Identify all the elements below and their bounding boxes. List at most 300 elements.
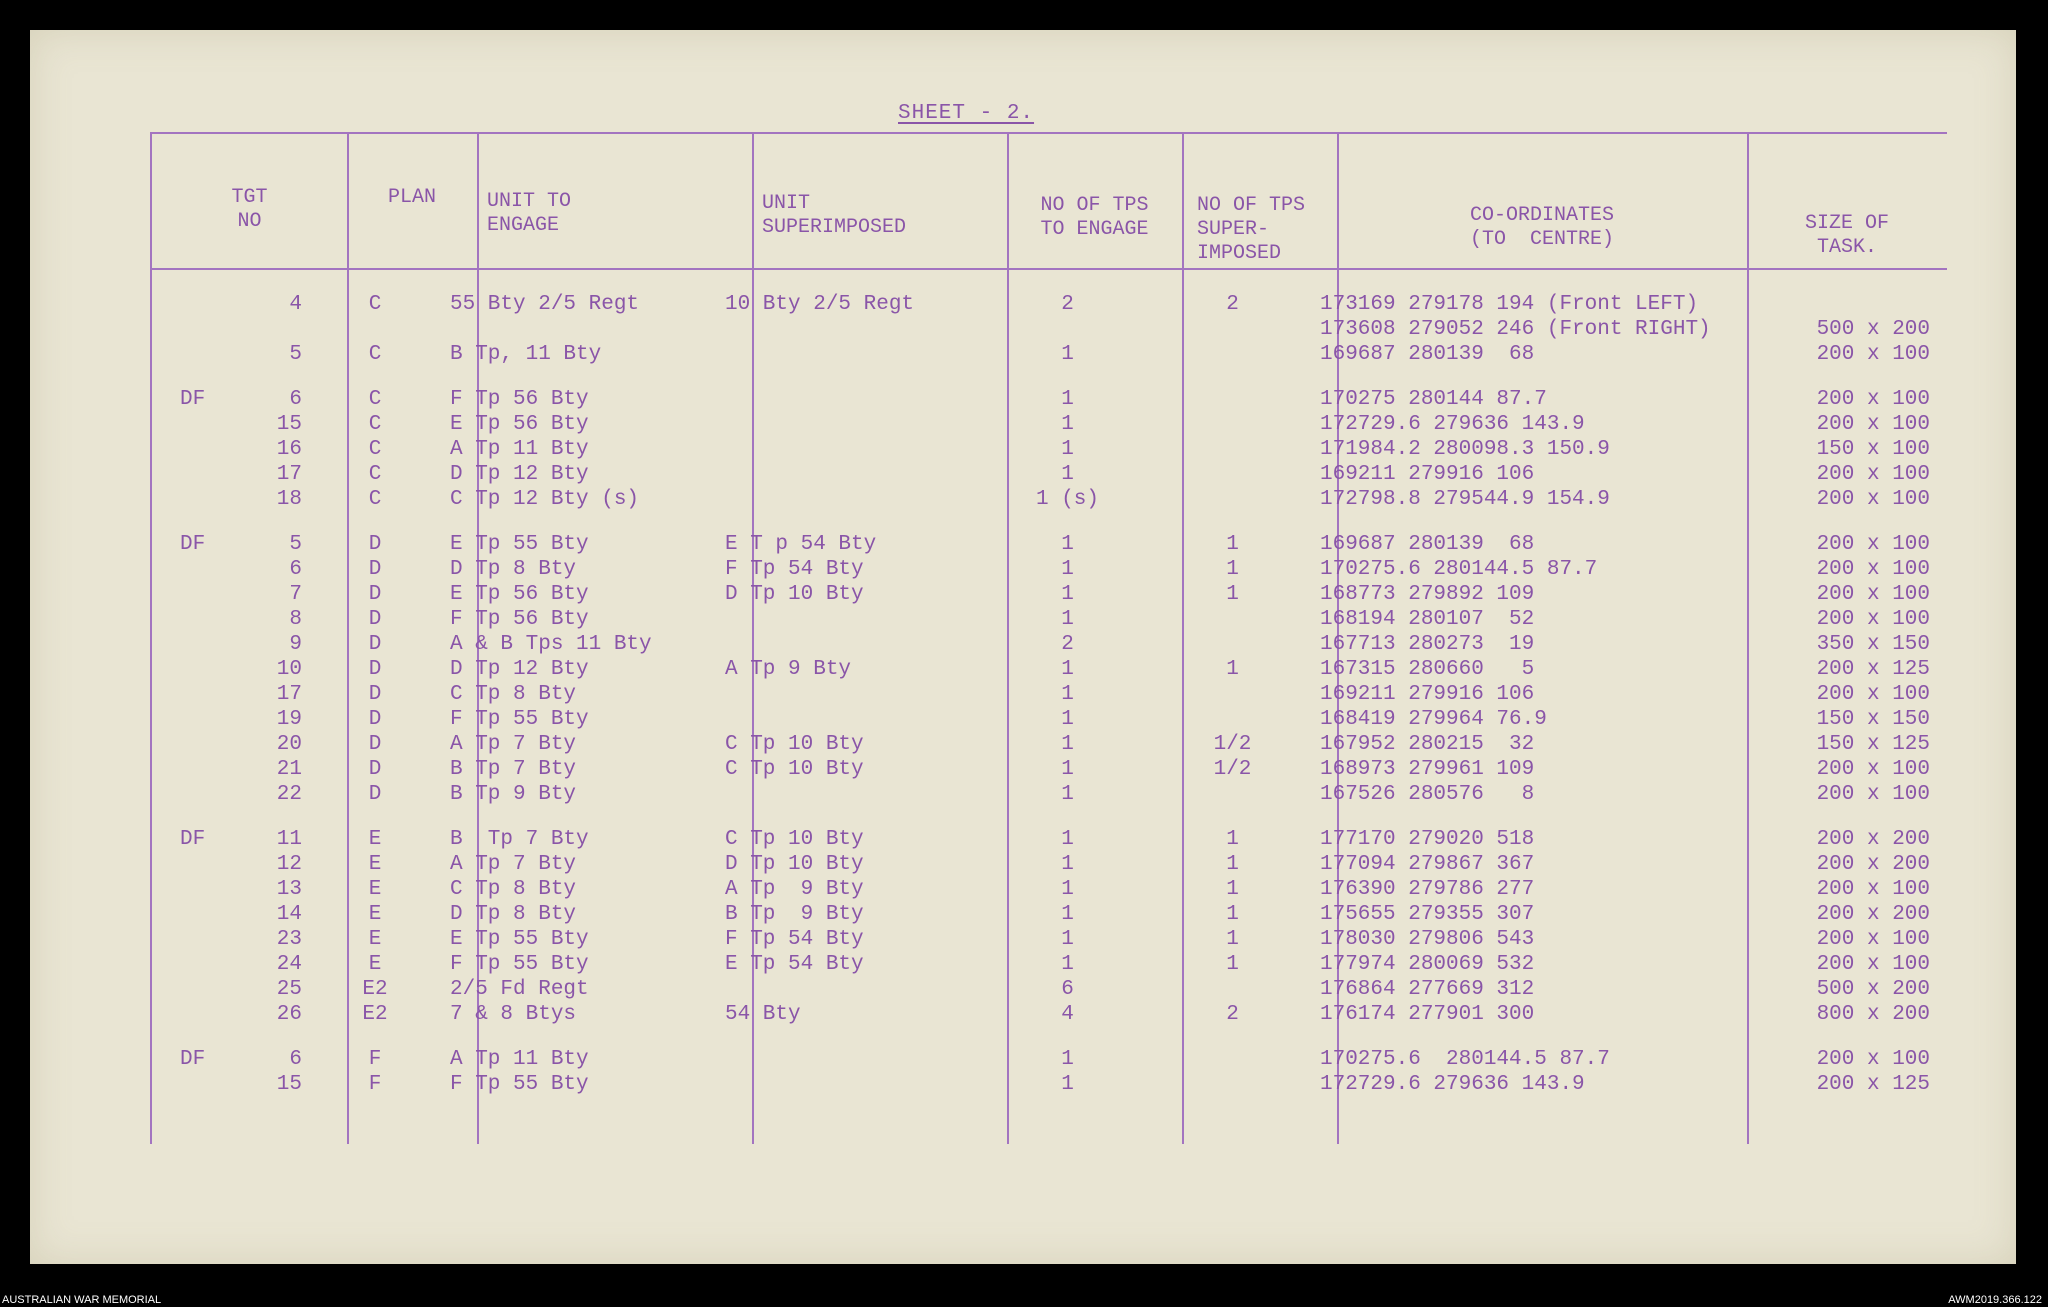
tgt-cell bbox=[150, 412, 310, 437]
coordinates-cell: 177170 279020 518 bbox=[1320, 828, 1535, 851]
tgt-cell bbox=[150, 557, 310, 582]
tps-to-engage-cell: 1 bbox=[1061, 1048, 1074, 1071]
size-of-task-cell: 200 x 100 bbox=[1816, 488, 1930, 511]
table-row bbox=[150, 387, 1970, 412]
target-number: 4 bbox=[289, 293, 302, 316]
tgt-cell bbox=[150, 292, 310, 317]
unit-to-engage-cell: F Tp 55 Bty bbox=[450, 708, 589, 731]
tps-superimposed-cell bbox=[1155, 462, 1310, 487]
unit-to-engage-cell: F Tp 56 Bty bbox=[450, 608, 589, 631]
target-number: 7 bbox=[289, 583, 302, 606]
plan-cell: D bbox=[368, 533, 382, 556]
plan-cell: E bbox=[368, 828, 382, 851]
unit-superimposed-cell bbox=[715, 462, 980, 487]
row-spacer bbox=[150, 807, 1970, 827]
unit-to-engage-cell: F Tp 55 Bty bbox=[450, 1073, 589, 1096]
target-number: 14 bbox=[276, 903, 302, 926]
tps-superimposed-cell: 1 bbox=[1226, 828, 1239, 851]
tps-to-engage-cell: 1 bbox=[1061, 558, 1074, 581]
unit-superimposed-cell: A Tp 9 Bty bbox=[725, 878, 864, 901]
table-row bbox=[150, 342, 1970, 367]
tps-to-engage-cell: 1 bbox=[1061, 733, 1074, 756]
plan-cell: F bbox=[368, 1048, 382, 1071]
table-row bbox=[150, 757, 1970, 782]
tps-superimposed-cell bbox=[1155, 1047, 1310, 1072]
unit-to-engage-cell: B Tp, 11 Bty bbox=[450, 343, 602, 366]
table-row bbox=[150, 657, 1970, 682]
coordinates-cell: 172729.6 279636 143.9 bbox=[1320, 413, 1585, 436]
tgt-cell bbox=[150, 487, 310, 512]
unit-to-engage-cell: A & B Tps 11 Bty bbox=[450, 633, 652, 656]
size-of-task-cell: 200 x 100 bbox=[1816, 683, 1930, 706]
unit-to-engage-cell: D Tp 8 Bty bbox=[450, 903, 577, 926]
target-number: 6 bbox=[289, 1048, 302, 1071]
table-row bbox=[150, 877, 1970, 902]
size-of-task-cell: 200 x 100 bbox=[1816, 388, 1930, 411]
target-number: 17 bbox=[276, 463, 302, 486]
size-of-task-cell: 200 x 100 bbox=[1816, 608, 1930, 631]
tps-superimposed-cell bbox=[1155, 317, 1310, 342]
tps-to-engage-cell bbox=[980, 317, 1155, 342]
tgt-cell bbox=[150, 902, 310, 927]
target-number: 19 bbox=[276, 708, 302, 731]
unit-superimposed-cell: D Tp 10 Bty bbox=[725, 583, 864, 606]
target-number: 10 bbox=[276, 658, 302, 681]
tps-to-engage-cell: 1 bbox=[1061, 878, 1074, 901]
plan-cell: F bbox=[368, 1073, 382, 1096]
plan-cell: C bbox=[368, 293, 382, 316]
unit-to-engage-cell: E Tp 55 Bty bbox=[450, 533, 589, 556]
unit-to-engage-cell: D Tp 12 Bty bbox=[450, 658, 589, 681]
target-number: 15 bbox=[276, 413, 302, 436]
unit-to-engage-cell: A Tp 11 Bty bbox=[450, 1048, 589, 1071]
table-row bbox=[150, 632, 1970, 657]
tps-to-engage-cell: 1 bbox=[1061, 828, 1074, 851]
plan-cell: C bbox=[368, 463, 382, 486]
unit-superimposed-cell: D Tp 10 Bty bbox=[725, 853, 864, 876]
coordinates-cell: 170275.6 280144.5 87.7 bbox=[1320, 558, 1598, 581]
target-number: 6 bbox=[289, 558, 302, 581]
size-of-task-cell: 200 x 100 bbox=[1816, 1048, 1930, 1071]
tps-to-engage-cell: 1 bbox=[1061, 343, 1074, 366]
tps-superimposed-cell: 2 bbox=[1226, 293, 1239, 316]
tps-superimposed-cell bbox=[1155, 607, 1310, 632]
coordinates-cell: 167713 280273 19 bbox=[1320, 633, 1535, 656]
plan-cell: D bbox=[368, 658, 382, 681]
coordinates-cell: 176864 277669 312 bbox=[1320, 978, 1535, 1001]
unit-to-engage-cell: E Tp 56 Bty bbox=[450, 413, 589, 436]
tps-to-engage-cell: 1 bbox=[1061, 708, 1074, 731]
coordinates-cell: 172729.6 279636 143.9 bbox=[1320, 1073, 1585, 1096]
table-row bbox=[150, 532, 1970, 557]
table-row bbox=[150, 487, 1970, 512]
unit-superimposed-cell: C Tp 10 Bty bbox=[725, 828, 864, 851]
coordinates-cell: 168773 279892 109 bbox=[1320, 583, 1535, 606]
unit-superimposed-cell: 10 Bty 2/5 Regt bbox=[725, 293, 915, 316]
header-size-of-task: SIZE OF TASK. bbox=[1804, 212, 1889, 259]
unit-to-engage-cell: F Tp 56 Bty bbox=[450, 388, 589, 411]
target-number: 24 bbox=[276, 953, 302, 976]
table-row bbox=[150, 707, 1970, 732]
tps-to-engage-cell: 2 bbox=[1061, 633, 1074, 656]
size-of-task-cell: 200 x 100 bbox=[1816, 343, 1930, 366]
tgt-cell bbox=[150, 1002, 310, 1027]
unit-to-engage-cell: C Tp 12 Bty (s) bbox=[450, 488, 640, 511]
coordinates-cell: 173608 279052 246 (Front RIGHT) bbox=[1320, 318, 1711, 341]
size-of-task-cell: 800 x 200 bbox=[1816, 1003, 1930, 1026]
plan-cell: C bbox=[368, 488, 382, 511]
table-row bbox=[150, 902, 1970, 927]
size-of-task-cell: 200 x 100 bbox=[1816, 878, 1930, 901]
size-of-task-cell: 200 x 100 bbox=[1816, 928, 1930, 951]
target-number: 22 bbox=[276, 783, 302, 806]
unit-superimposed-cell: E Tp 54 Bty bbox=[725, 953, 864, 976]
unit-to-engage-cell: A Tp 7 Bty bbox=[450, 733, 577, 756]
size-of-task-cell: 200 x 100 bbox=[1816, 583, 1930, 606]
spacer-cell bbox=[150, 1027, 1970, 1047]
tps-to-engage-cell: 1 bbox=[1061, 533, 1074, 556]
row-spacer bbox=[150, 512, 1970, 532]
table-row bbox=[150, 412, 1970, 437]
spacer-cell bbox=[150, 367, 1970, 387]
unit-superimposed-cell bbox=[715, 977, 980, 1002]
size-of-task-cell: 200 x 100 bbox=[1816, 413, 1930, 436]
table-row bbox=[150, 1047, 1970, 1072]
tgt-cell bbox=[150, 607, 310, 632]
tps-to-engage-cell: 1 bbox=[1061, 953, 1074, 976]
target-number: 25 bbox=[276, 978, 302, 1001]
plan-cell bbox=[310, 317, 440, 342]
target-number: 21 bbox=[276, 758, 302, 781]
target-number: 5 bbox=[289, 343, 302, 366]
size-of-task-cell: 200 x 100 bbox=[1816, 533, 1930, 556]
size-of-task-cell bbox=[1730, 292, 1970, 317]
unit-superimposed-cell bbox=[715, 487, 980, 512]
coordinates-cell: 167526 280576 8 bbox=[1320, 783, 1535, 806]
coordinates-cell: 169211 279916 106 bbox=[1320, 463, 1535, 486]
target-number: 12 bbox=[276, 853, 302, 876]
unit-superimposed-cell bbox=[715, 317, 980, 342]
table-row bbox=[150, 852, 1970, 877]
tps-to-engage-cell: 1 bbox=[1061, 583, 1074, 606]
unit-to-engage-cell: A Tp 7 Bty bbox=[450, 853, 577, 876]
row-spacer bbox=[150, 367, 1970, 387]
unit-superimposed-cell bbox=[715, 342, 980, 367]
header-plan: PLAN bbox=[387, 186, 436, 209]
plan-cell: C bbox=[368, 388, 382, 411]
coordinates-cell: 175655 279355 307 bbox=[1320, 903, 1535, 926]
tps-superimposed-cell: 1 bbox=[1226, 928, 1239, 951]
table-row bbox=[150, 607, 1970, 632]
unit-to-engage-cell: D Tp 8 Bty bbox=[450, 558, 577, 581]
tps-superimposed-cell: 1/2 bbox=[1213, 758, 1252, 781]
tps-superimposed-cell: 1 bbox=[1226, 583, 1239, 606]
unit-to-engage-cell: C Tp 8 Bty bbox=[450, 683, 577, 706]
unit-superimposed-cell: C Tp 10 Bty bbox=[725, 758, 864, 781]
spacer-cell bbox=[150, 512, 1970, 532]
unit-to-engage-cell: E Tp 55 Bty bbox=[450, 928, 589, 951]
tps-superimposed-cell: 1/2 bbox=[1213, 733, 1252, 756]
plan-cell: D bbox=[368, 708, 382, 731]
unit-to-engage-cell: B Tp 7 Bty bbox=[450, 758, 577, 781]
table-row bbox=[150, 927, 1970, 952]
tgt-cell bbox=[150, 1072, 310, 1097]
size-of-task-cell: 200 x 100 bbox=[1816, 953, 1930, 976]
plan-cell: E bbox=[368, 903, 382, 926]
plan-cell: D bbox=[368, 758, 382, 781]
plan-cell: E bbox=[368, 853, 382, 876]
tps-to-engage-cell: 1 (s) bbox=[1035, 488, 1099, 511]
tgt-cell bbox=[150, 632, 310, 657]
unit-to-engage-cell bbox=[440, 317, 715, 342]
table-row bbox=[150, 582, 1970, 607]
tgt-cell bbox=[150, 877, 310, 902]
coordinates-cell: 178030 279806 543 bbox=[1320, 928, 1535, 951]
plan-cell: D bbox=[368, 683, 382, 706]
size-of-task-cell: 150 x 150 bbox=[1816, 708, 1930, 731]
plan-cell: E bbox=[368, 878, 382, 901]
plan-cell: C bbox=[368, 413, 382, 436]
coordinates-cell: 167315 280660 5 bbox=[1320, 658, 1535, 681]
unit-to-engage-cell: B Tp 9 Bty bbox=[450, 783, 577, 806]
unit-superimposed-cell: F Tp 54 Bty bbox=[725, 558, 864, 581]
table-row bbox=[150, 827, 1970, 852]
size-of-task-cell: 200 x 200 bbox=[1816, 853, 1930, 876]
coordinates-cell: 170275 280144 87.7 bbox=[1320, 388, 1547, 411]
footer-accession-number: AWM2019.366.122 bbox=[1948, 1294, 2042, 1306]
size-of-task-cell: 150 x 125 bbox=[1816, 733, 1930, 756]
size-of-task-cell: 500 x 200 bbox=[1816, 978, 1930, 1001]
header-coordinates: CO-ORDINATES (TO CENTRE) bbox=[1469, 204, 1615, 251]
header-unit-superimposed: UNIT SUPERIMPOSED bbox=[762, 192, 907, 239]
plan-cell: D bbox=[368, 783, 382, 806]
plan-cell: D bbox=[368, 633, 382, 656]
plan-cell: D bbox=[368, 583, 382, 606]
tps-superimposed-cell bbox=[1155, 412, 1310, 437]
target-number: 13 bbox=[276, 878, 302, 901]
tps-superimposed-cell: 1 bbox=[1226, 533, 1239, 556]
unit-superimposed-cell bbox=[715, 682, 980, 707]
tps-to-engage-cell: 4 bbox=[1061, 1003, 1074, 1026]
plan-cell: E2 bbox=[362, 978, 388, 1001]
target-number: 23 bbox=[276, 928, 302, 951]
tps-superimposed-cell bbox=[1155, 342, 1310, 367]
header-tgt-no: TGT NO bbox=[231, 186, 268, 233]
tgt-cell bbox=[150, 462, 310, 487]
tps-to-engage-cell: 1 bbox=[1061, 658, 1074, 681]
tps-to-engage-cell: 1 bbox=[1061, 1073, 1074, 1096]
tgt-cell bbox=[150, 707, 310, 732]
table-row bbox=[150, 952, 1970, 977]
unit-superimposed-cell bbox=[715, 632, 980, 657]
unit-superimposed-cell bbox=[715, 412, 980, 437]
tgt-cell bbox=[150, 317, 310, 342]
tgt-cell bbox=[150, 732, 310, 757]
tgt-cell bbox=[150, 342, 310, 367]
unit-superimposed-cell: C Tp 10 Bty bbox=[725, 733, 864, 756]
header-divider bbox=[152, 268, 1947, 270]
unit-to-engage-cell: D Tp 12 Bty bbox=[450, 463, 589, 486]
unit-to-engage-cell: C Tp 8 Bty bbox=[450, 878, 577, 901]
unit-to-engage-cell: E Tp 56 Bty bbox=[450, 583, 589, 606]
unit-to-engage-cell: 7 & 8 Btys bbox=[450, 1003, 577, 1026]
tps-superimposed-cell: 1 bbox=[1226, 853, 1239, 876]
tps-superimposed-cell: 1 bbox=[1226, 903, 1239, 926]
tps-to-engage-cell: 1 bbox=[1061, 413, 1074, 436]
tps-superimposed-cell bbox=[1155, 1072, 1310, 1097]
target-number: 6 bbox=[289, 388, 302, 411]
table-row bbox=[150, 462, 1970, 487]
coordinates-cell: 167952 280215 32 bbox=[1320, 733, 1535, 756]
unit-superimposed-cell bbox=[715, 437, 980, 462]
unit-to-engage-cell: F Tp 55 Bty bbox=[450, 953, 589, 976]
unit-to-engage-cell: A Tp 11 Bty bbox=[450, 438, 589, 461]
plan-cell: D bbox=[368, 733, 382, 756]
unit-superimposed-cell bbox=[715, 782, 980, 807]
tgt-cell bbox=[150, 927, 310, 952]
size-of-task-cell: 500 x 200 bbox=[1816, 318, 1930, 341]
plan-cell: E2 bbox=[362, 1003, 388, 1026]
target-number: 17 bbox=[276, 683, 302, 706]
coordinates-cell: 168194 280107 52 bbox=[1320, 608, 1535, 631]
tgt-cell bbox=[150, 657, 310, 682]
tps-to-engage-cell: 1 bbox=[1061, 903, 1074, 926]
coordinates-cell: 176174 277901 300 bbox=[1320, 1003, 1535, 1026]
size-of-task-cell: 200 x 125 bbox=[1816, 658, 1930, 681]
tgt-cell bbox=[150, 1047, 310, 1072]
target-number: 16 bbox=[276, 438, 302, 461]
plan-cell: D bbox=[368, 608, 382, 631]
tps-to-engage-cell: 1 bbox=[1061, 608, 1074, 631]
unit-superimposed-cell bbox=[715, 707, 980, 732]
sheet-title: SHEET - 2. bbox=[898, 102, 1035, 125]
unit-superimposed-cell bbox=[715, 1047, 980, 1072]
target-number: 9 bbox=[289, 633, 302, 656]
tps-superimposed-cell: 1 bbox=[1226, 658, 1239, 681]
table-row bbox=[150, 732, 1970, 757]
tgt-cell bbox=[150, 852, 310, 877]
coordinates-cell: 177094 279867 367 bbox=[1320, 853, 1535, 876]
tps-superimposed-cell: 1 bbox=[1226, 558, 1239, 581]
tps-superimposed-cell bbox=[1155, 632, 1310, 657]
targets-table bbox=[150, 292, 1970, 1097]
size-of-task-cell: 200 x 100 bbox=[1816, 758, 1930, 781]
tps-superimposed-cell: 1 bbox=[1226, 878, 1239, 901]
tgt-cell bbox=[150, 827, 310, 852]
tps-to-engage-cell: 1 bbox=[1061, 683, 1074, 706]
tgt-cell bbox=[150, 682, 310, 707]
tps-to-engage-cell: 6 bbox=[1061, 978, 1074, 1001]
plan-cell: E bbox=[368, 953, 382, 976]
target-number: 11 bbox=[276, 828, 302, 851]
coordinates-cell: 172798.8 279544.9 154.9 bbox=[1320, 488, 1610, 511]
size-of-task-cell: 200 x 100 bbox=[1816, 558, 1930, 581]
tps-superimposed-cell: 1 bbox=[1226, 953, 1239, 976]
df-prefix: DF bbox=[180, 1048, 206, 1071]
table-row bbox=[150, 977, 1970, 1002]
target-number: 15 bbox=[276, 1073, 302, 1096]
row-spacer bbox=[150, 1027, 1970, 1047]
tps-to-engage-cell: 1 bbox=[1061, 783, 1074, 806]
unit-superimposed-cell: 54 Bty bbox=[725, 1003, 801, 1026]
header-unit-to-engage: UNIT TO ENGAGE bbox=[487, 190, 572, 237]
target-number: 8 bbox=[289, 608, 302, 631]
tps-to-engage-cell: 2 bbox=[1061, 293, 1074, 316]
tps-to-engage-cell: 1 bbox=[1061, 853, 1074, 876]
tps-to-engage-cell: 1 bbox=[1061, 388, 1074, 411]
table-row bbox=[150, 557, 1970, 582]
size-of-task-cell: 150 x 100 bbox=[1816, 438, 1930, 461]
tps-to-engage-cell: 1 bbox=[1061, 463, 1074, 486]
tps-superimposed-cell bbox=[1155, 977, 1310, 1002]
table-row bbox=[150, 317, 1970, 342]
table-row bbox=[150, 1072, 1970, 1097]
tps-superimposed-cell bbox=[1155, 437, 1310, 462]
target-number: 26 bbox=[276, 1003, 302, 1026]
target-number: 5 bbox=[289, 533, 302, 556]
coordinates-cell: 170275.6 280144.5 87.7 bbox=[1320, 1048, 1610, 1071]
df-prefix: DF bbox=[180, 388, 206, 411]
unit-superimposed-cell: F Tp 54 Bty bbox=[725, 928, 864, 951]
table-row bbox=[150, 682, 1970, 707]
df-prefix: DF bbox=[180, 828, 206, 851]
coordinates-cell: 168973 279961 109 bbox=[1320, 758, 1535, 781]
header-tps-superimposed: NO OF TPS SUPER- IMPOSED bbox=[1197, 194, 1306, 265]
header-tps-to-engage: NO OF TPS TO ENGAGE bbox=[1040, 194, 1149, 241]
plan-cell: C bbox=[368, 343, 382, 366]
tps-superimposed-cell bbox=[1155, 782, 1310, 807]
tps-to-engage-cell: 1 bbox=[1061, 438, 1074, 461]
unit-to-engage-cell: 2/5 Fd Regt bbox=[450, 978, 589, 1001]
unit-superimposed-cell bbox=[715, 1072, 980, 1097]
table-row bbox=[150, 292, 1970, 317]
tgt-cell bbox=[150, 387, 310, 412]
plan-cell: D bbox=[368, 558, 382, 581]
tps-superimposed-cell bbox=[1155, 387, 1310, 412]
size-of-task-cell: 200 x 200 bbox=[1816, 903, 1930, 926]
unit-superimposed-cell bbox=[715, 387, 980, 412]
plan-cell: C bbox=[368, 438, 382, 461]
tgt-cell bbox=[150, 532, 310, 557]
footer-credit: AUSTRALIAN WAR MEMORIAL bbox=[2, 1294, 162, 1306]
coordinates-cell: 176390 279786 277 bbox=[1320, 878, 1535, 901]
size-of-task-cell: 200 x 100 bbox=[1816, 463, 1930, 486]
target-number: 20 bbox=[276, 733, 302, 756]
tgt-cell bbox=[150, 952, 310, 977]
size-of-task-cell: 200 x 200 bbox=[1816, 828, 1930, 851]
tgt-cell bbox=[150, 977, 310, 1002]
tgt-cell bbox=[150, 437, 310, 462]
tps-to-engage-cell: 1 bbox=[1061, 928, 1074, 951]
coordinates-cell: 177974 280069 532 bbox=[1320, 953, 1535, 976]
tgt-cell bbox=[150, 582, 310, 607]
tps-superimposed-cell bbox=[1155, 707, 1310, 732]
unit-superimposed-cell: B Tp 9 Bty bbox=[725, 903, 864, 926]
unit-superimposed-cell bbox=[715, 607, 980, 632]
tps-superimposed-cell: 2 bbox=[1226, 1003, 1239, 1026]
tps-to-engage-cell: 1 bbox=[1061, 758, 1074, 781]
size-of-task-cell: 200 x 125 bbox=[1816, 1073, 1930, 1096]
size-of-task-cell: 200 x 100 bbox=[1816, 783, 1930, 806]
size-of-task-cell: 350 x 150 bbox=[1816, 633, 1930, 656]
table-row bbox=[150, 1002, 1970, 1027]
df-prefix: DF bbox=[180, 533, 206, 556]
coordinates-cell: 173169 279178 194 (Front LEFT) bbox=[1320, 293, 1699, 316]
tgt-cell bbox=[150, 782, 310, 807]
coordinates-cell: 169211 279916 106 bbox=[1320, 683, 1535, 706]
spacer-cell bbox=[150, 807, 1970, 827]
table-row bbox=[150, 782, 1970, 807]
